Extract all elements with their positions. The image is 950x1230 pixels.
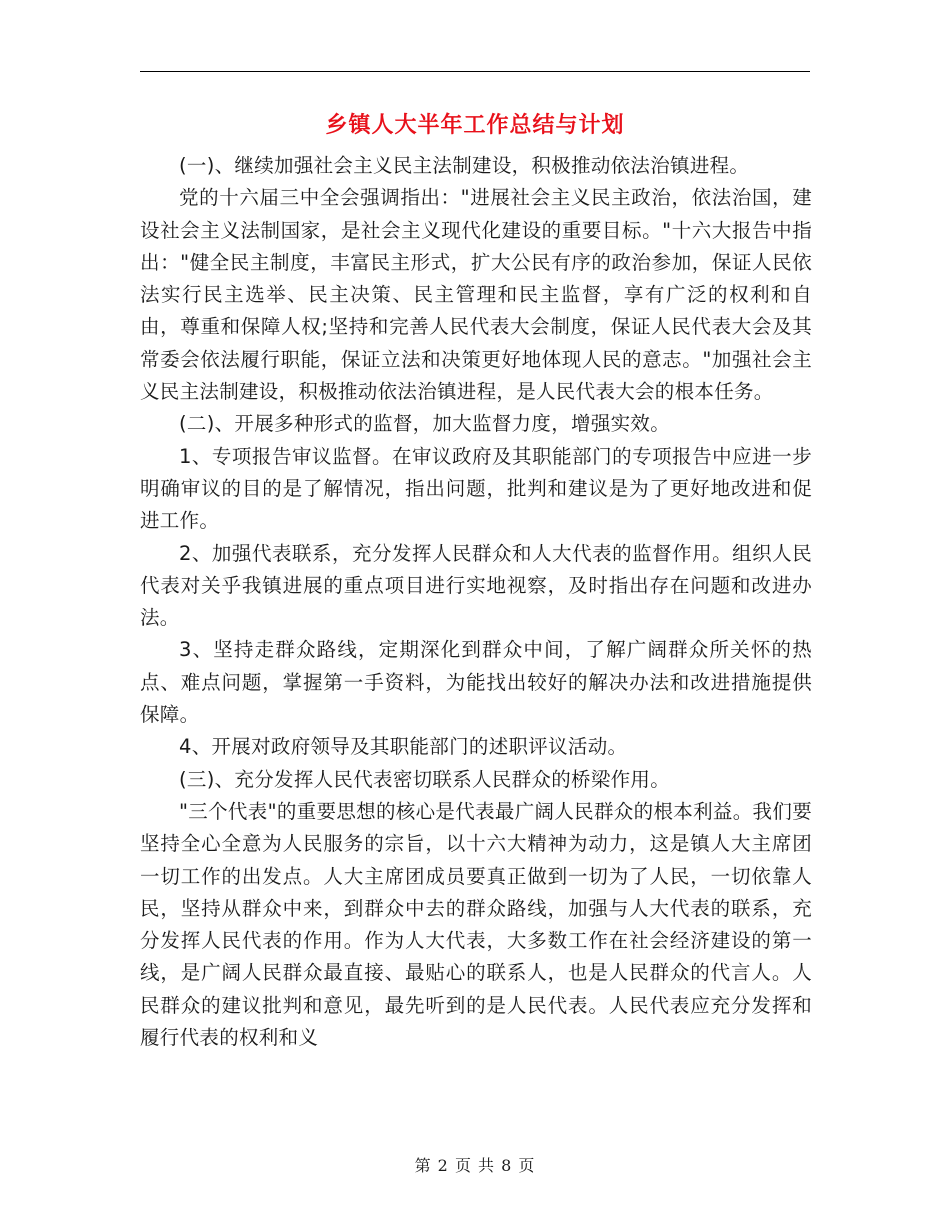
header-rule [140, 71, 810, 72]
paragraph-section-3-heading: (三)、充分发挥人民代表密切联系人民群众的桥梁作用。 [179, 767, 671, 791]
paragraph-item-2: 2、加强代表联系，充分发挥人民群众和人大代表的监督作用。组织人民代表对关乎我镇进展的重点项目进行实地视察，及时指出存在问题和改进办法。 [140, 541, 812, 630]
paragraph-section-3-body: "三个代表"的重要思想的核心是代表最广阔人民群众的根本利益。我们要坚持全心全意为人民服务的宗旨，以十六大精神为动力，这是镇人大主席团一切工作的出发点。人大主席团成员要真正做到一切为了人民，一切依靠人民，坚持从群众中来，到群众中去的群众路线，加强与人大代表的联系，充分发挥人民代表的作用。作为人大代表，大多数工作在社会经济建设的第一线，是广阔人民群众最直接、最贴心的联系人，也是人民群众的代言人。人民群众的建议批判和意见，最先听到的是人民代表。人民代表应充分发挥和履行代表的权利和义 [140, 799, 812, 1050]
document-body [140, 150, 812, 1054]
document-title: 乡镇人大半年工作总结与计划 [325, 113, 625, 138]
paragraph-item-1: 1、专项报告审议监督。在审议政府及其职能部门的专项报告中应进一步明确审议的目的是了解情况，指出问题，批判和建议是为了更好地改进和促进工作。 [140, 444, 812, 533]
paragraph-section-2-heading: (二)、开展多种形式的监督，加大监督力度，增强实效。 [179, 412, 671, 436]
paragraph-section-1-body: 党的十六届三中全会强调指出："进展社会主义民主政治，依法治国，建设社会主义法制国家，是社会主义现代化建设的重要目标。"十六大报告中指出："健全民主制度，丰富民主形式，扩大公民有序的政治参加，保证人民依法实行民主选举、民主决策、民主管理和民主监督，享有广泛的权利和自由，尊重和保障人权;坚持和完善人民代表大会制度，保证人民代表大会及其常委会依法履行职能，保证立法和决策更好地体现人民的意志。"加强社会主义民主法制建设，积极推动依法治镇进程，是人民代表大会的根本任务。 [140, 186, 812, 404]
paragraph-section-1-heading: (一)、继续加强社会主义民主法制建设，积极推动依法治镇进程。 [179, 154, 750, 177]
paragraph-item-3: 3、坚持走群众路线，定期深化到群众中间，了解广阔群众所关怀的热点、难点问题，掌握第一手资料，为能找出较好的解决办法和改进措施提供保障。 [140, 638, 812, 727]
paragraph-item-4: 4、开展对政府领导及其职能部门的述职评议活动。 [179, 735, 628, 759]
page-footer: 第 2 页 共 8 页 [414, 1156, 536, 1175]
